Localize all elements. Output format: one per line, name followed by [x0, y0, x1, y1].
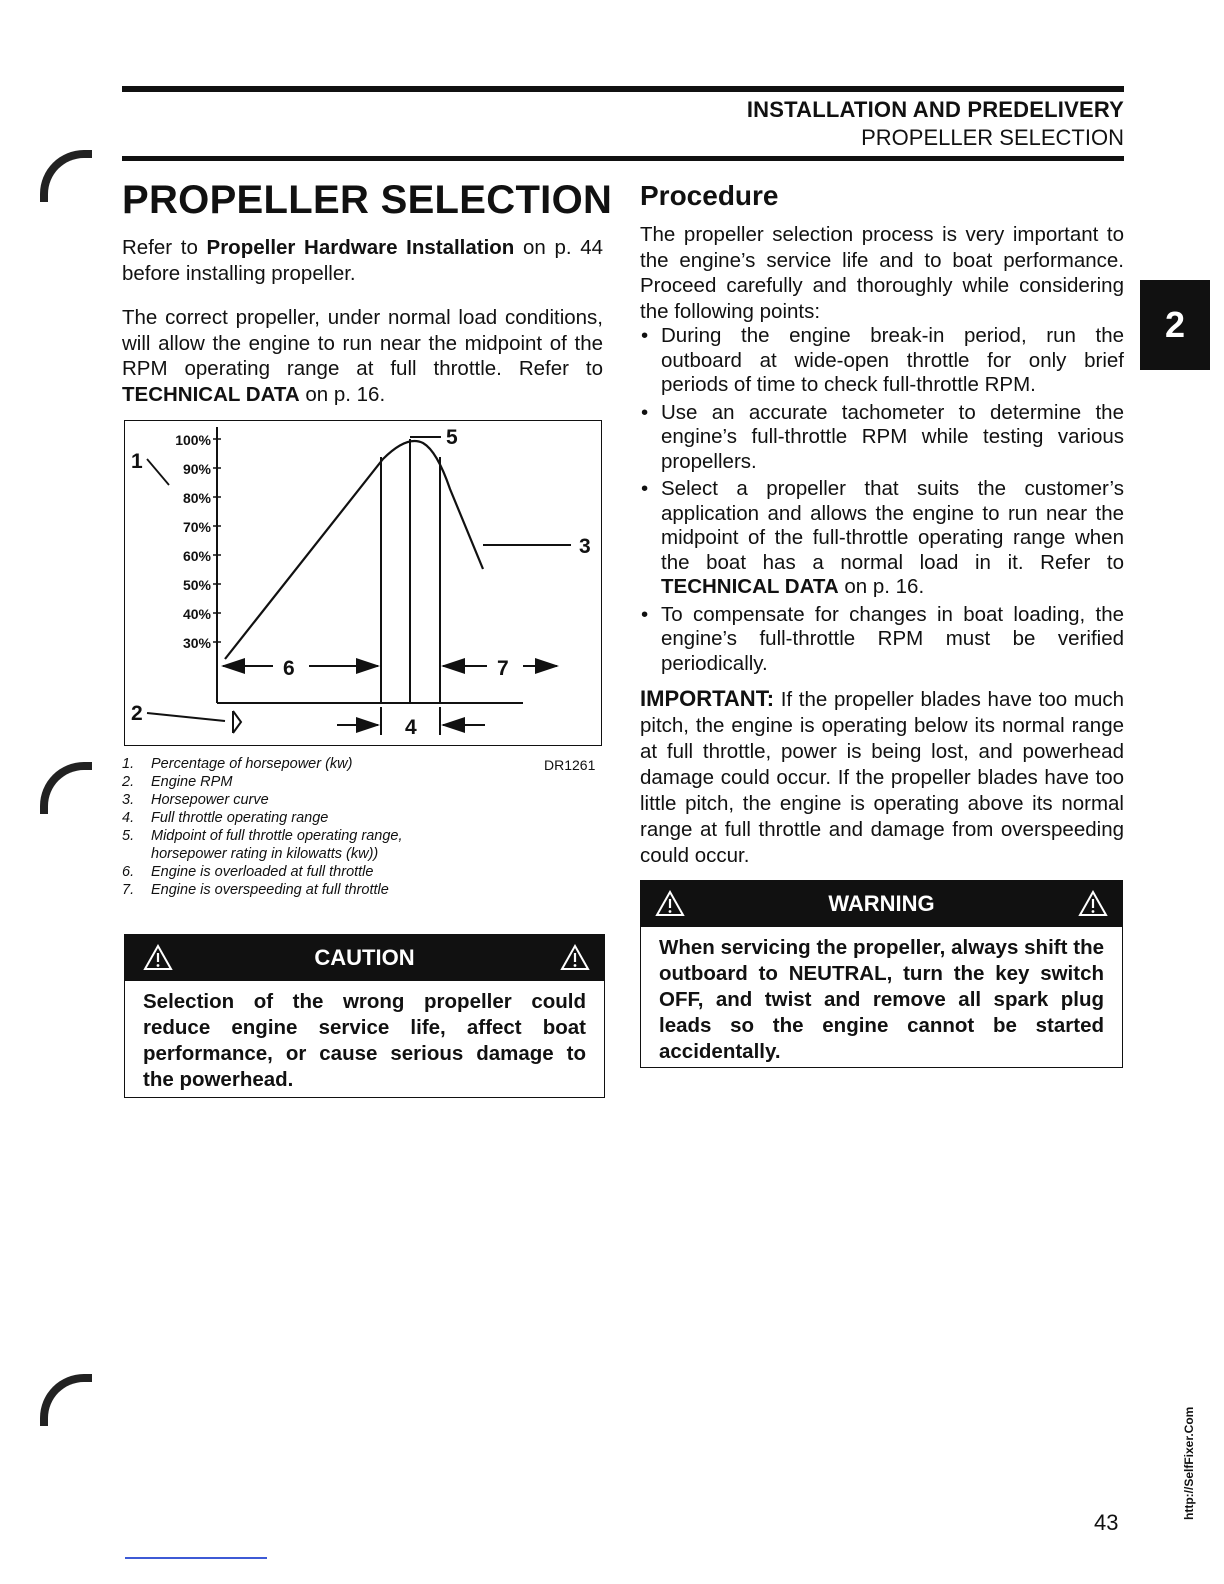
figure-legend [122, 755, 482, 899]
caution-label: CAUTION [314, 945, 415, 970]
callout-1: 1 [131, 450, 143, 473]
warning-triangle-icon [143, 944, 173, 971]
callout-4: 4 [405, 716, 417, 739]
legend-item: 3. Horsepower curve [122, 792, 269, 808]
caution-text: Selection of the wrong propeller could reduce engine service life, affect boat performance, or cause serious damage to the powerhead. [143, 990, 586, 1091]
warning-triangle-icon [655, 890, 685, 917]
technical-data-ref: TECHNICAL DATA [122, 382, 300, 406]
procedure-intro: The propeller selection process is very important to the engine’s service life and to boat performance. Proceed carefully and thoroughly while considering the following points: [640, 223, 1124, 323]
caution-bar [125, 935, 604, 981]
page-title: PROPELLER SELECTION [122, 178, 613, 222]
punch-hole-bottom [40, 1374, 92, 1426]
horsepower-rpm-figure [124, 420, 602, 746]
important-label: IMPORTANT: [640, 686, 775, 711]
tick-30: 30% [182, 635, 211, 651]
tick-90: 90% [182, 461, 211, 477]
tick-80: 80% [182, 490, 211, 506]
warning-triangle-icon [1078, 890, 1108, 917]
intro-paragraph: Refer to Propeller Hardware Installation on p. 44 before installing propeller. [122, 236, 603, 285]
callout-3: 3 [579, 535, 591, 558]
warning-label: WARNING [828, 891, 935, 916]
footer-line [125, 1557, 267, 1559]
subsection-header: PROPELLER SELECTION [861, 125, 1124, 150]
callout-5: 5 [446, 426, 458, 449]
rpm-arrow-icon [233, 711, 241, 733]
list-item: • To compensate for changes in boat loading, the engine’s full-throttle RPM must be verified periodically. [641, 602, 1124, 675]
important-paragraph: IMPORTANT: If the propeller blades have too much pitch, the engine is operating below its normal range at full throttle, power is being lost, and powerhead damage could occur. If the propeller blades have too little pitch, the engine is operating above its normal range at full throttle and damage from overspeeding could occur. [640, 686, 1124, 867]
chapter-tab: 2 [1140, 280, 1210, 370]
legend-item: 4. Full throttle operating range [122, 810, 329, 826]
callout-6: 6 [283, 657, 295, 680]
list-item: • During the engine break-in period, run the outboard at wide-open throttle for only brief periods of time to check full-throttle RPM. [641, 324, 1124, 396]
legend-item: 5. Midpoint of full throttle operating range, horsepower rating in kilowatts (kw)) [122, 828, 403, 862]
horsepower-diagram [125, 421, 601, 745]
page-number: 43 [1094, 1510, 1119, 1535]
section-header: INSTALLATION AND PREDELIVERY [746, 97, 1124, 122]
callout-2: 2 [131, 702, 143, 725]
legend-item: 2. Engine RPM [122, 774, 233, 790]
tick-50: 50% [182, 577, 211, 593]
warning-box [640, 880, 1123, 1068]
technical-data-ref: TECHNICAL DATA [661, 575, 839, 598]
legend-item: 6. Engine is overloaded at full throttle [122, 864, 374, 880]
warning-bar [641, 881, 1122, 927]
tick-40: 40% [182, 606, 211, 622]
legend-item: 1. Percentage of horsepower (kw) [122, 756, 353, 772]
punch-hole-top [40, 150, 92, 202]
tick-60: 60% [182, 548, 211, 564]
site-watermark: http://SelfFixer.Com [1182, 1406, 1196, 1520]
list-item: • Select a propeller that suits the customer’s application and allows the engine to run near the midpoint of the full-throttle operating range when the boat has a normal load in it. Refer to TECHNICAL DATA on p. 16. [641, 477, 1124, 598]
propeller-hardware-link-text: Propeller Hardware Installation [206, 236, 515, 259]
warning-text: When servicing the propeller, always shift the outboard to NEUTRAL, turn the key switch OFF, and twist and remove all spark plug leads so the engine cannot be started accidentally. [659, 936, 1104, 1063]
procedure-bullets [640, 324, 1124, 676]
warning-triangle-icon [560, 944, 590, 971]
header-rule-bottom [122, 156, 1124, 161]
rpm-paragraph: The correct propeller, under normal load conditions, will allow the engine to run near the midpoint of the RPM operating range at full throttle. Refer to TECHNICAL DATA on p. 16. [122, 306, 603, 406]
procedure-heading: Procedure [640, 180, 779, 211]
punch-hole-middle [40, 762, 92, 814]
caution-box [124, 934, 605, 1098]
legend-item: 7. Engine is overspeeding at full throttle [122, 882, 389, 898]
figure-code: DR1261 [544, 757, 596, 773]
callout-7: 7 [497, 657, 509, 680]
horsepower-curve [225, 441, 483, 659]
header-rule-top [122, 86, 1124, 92]
tick-70: 70% [182, 519, 211, 535]
tick-100: 100% [175, 432, 211, 448]
list-item: • Use an accurate tachometer to determine the engine’s full-throttle RPM while testing various propellers. [641, 400, 1124, 473]
